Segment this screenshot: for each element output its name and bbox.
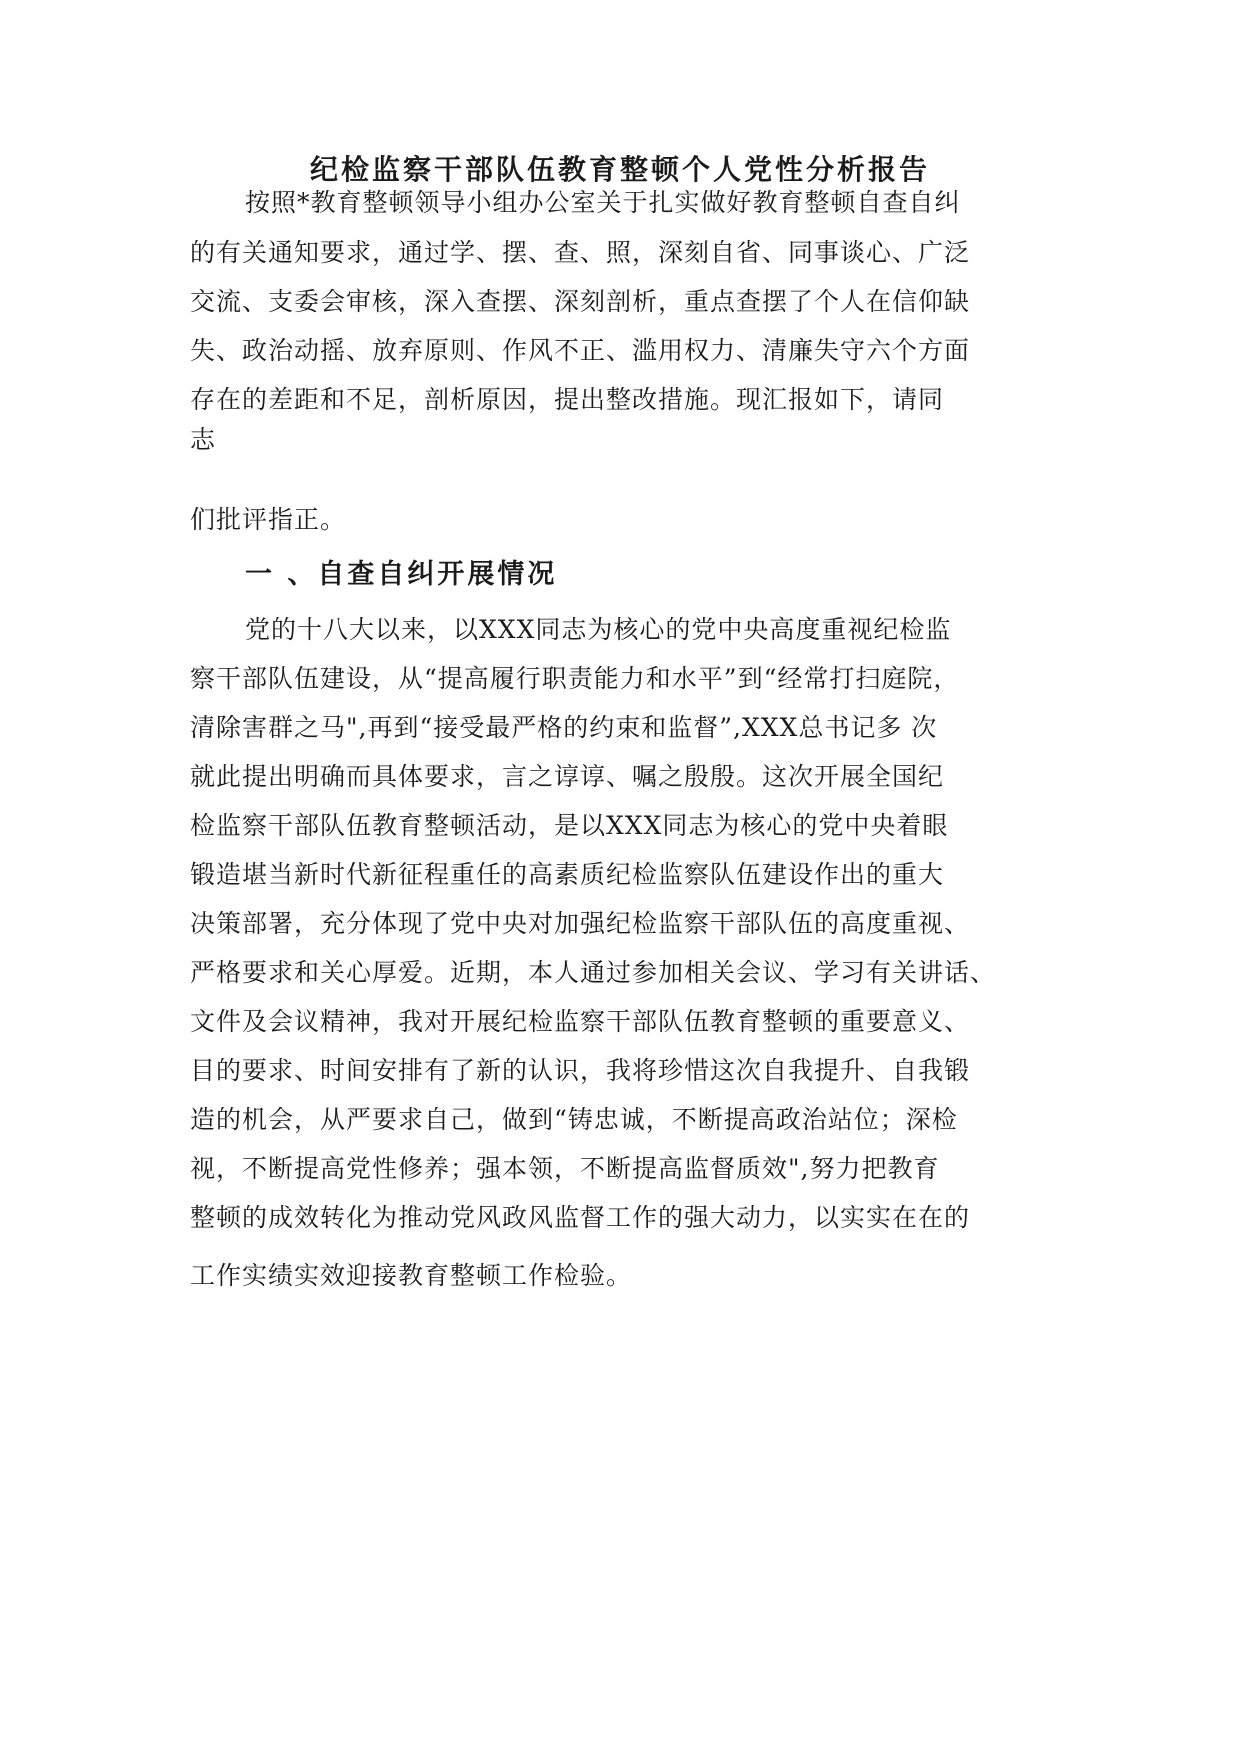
- document-title: 纪检监察干部队伍教育整顿个人党性分析报告: [309, 153, 930, 186]
- section1-line-14: 工作实绩实效迎接教育整顿工作检验。: [190, 1261, 633, 1290]
- intro-line-4: 失、政治动摇、放弃原则、作风不正、滥用权力、清廉失守六个方面: [190, 336, 971, 365]
- section1-line-1: 党的十八大以来，以XXX同志为核心的党中央高度重视纪检监: [245, 615, 952, 644]
- section1-line-9: 文件及会议精神，我对开展纪检监察干部队伍教育整顿的重要意义、: [190, 1007, 971, 1036]
- section1-line-3: 清除害群之马",再到“接受最严格的约束和监督”,XXX总书记多 次: [190, 713, 938, 742]
- section1-line-12: 视，不断提高党性修养；强本领，不断提高监督质效",努力把教育: [190, 1154, 940, 1183]
- intro-line-6: 志: [190, 425, 217, 454]
- section1-line-4: 就此提出明确而具体要求，言之谆谆、嘱之殷殷。这次开展全国纪: [190, 762, 945, 791]
- section1-line-5: 检监察干部队伍教育整顿活动，是以XXX同志为核心的党中央着眼: [190, 811, 949, 840]
- section1-line-13: 整顿的成效转化为推动党风政风监督工作的强大动力，以实实在在的: [190, 1203, 971, 1232]
- intro-line-7: 们批评指正。: [190, 505, 347, 534]
- section1-line-2: 察干部队伍建设，从“提高履行职责能力和水平”到“经常打扫庭院，: [190, 664, 960, 693]
- intro-line-2: 的有关通知要求，通过学、摆、查、照，深刻自省、同事谈心、广泛: [190, 238, 971, 267]
- intro-line-1: 按照*教育整顿领导小组办公室关于扎实做好教育整顿自查自纠: [245, 188, 961, 217]
- section1-line-11: 造的机会，从严要求自己，做到“铸忠诚，不断提高政治站位；深检: [190, 1105, 958, 1134]
- section1-line-10: 目的要求、时间安排有了新的认识，我将珍惜这次自我提升、自我锻: [190, 1056, 971, 1085]
- intro-line-5: 存在的差距和不足，剖析原因，提出整改措施。现汇报如下，请同: [190, 385, 945, 414]
- section1-line-7: 决策部署，充分体现了党中央对加强纪检监察干部队伍的高度重视、: [190, 909, 971, 938]
- intro-line-3: 交流、支委会审核，深入查摆、深刻剖析，重点查摆了个人在信仰缺: [190, 287, 971, 316]
- section1-line-8: 严格要求和关心厚爱。近期，本人通过参加相关会议、学习有关讲话、: [190, 958, 997, 987]
- section1-line-6: 锻造堪当新时代新征程重任的高素质纪检监察队伍建设作出的重大: [190, 860, 945, 889]
- section-heading-1: 一 、自查自纠开展情况: [245, 559, 558, 590]
